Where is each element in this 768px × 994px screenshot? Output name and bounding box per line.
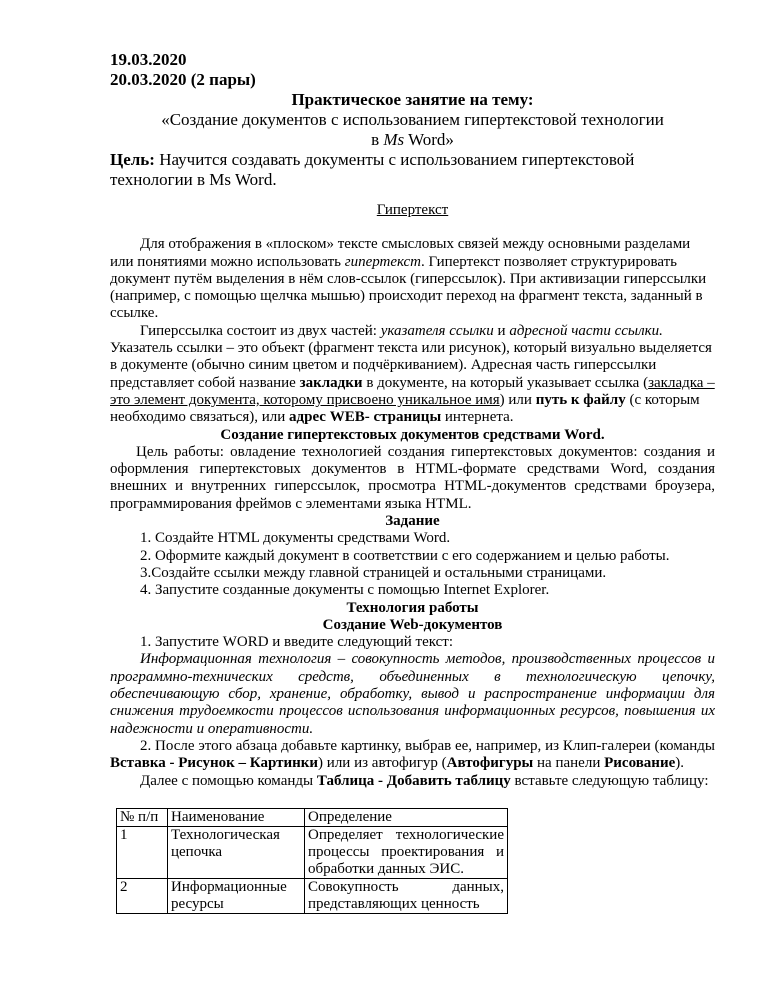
task-item-2: 2. Оформите каждый документ в соответствии с его содержанием и целью работы. — [140, 547, 670, 564]
table-row — [117, 878, 508, 913]
step-2: 2. После этого абзаца добавьте картинку, выбрав ее, например, из Клип-галереи (команды Вставка - Рисунок – Картинки) или из автофигур (Автофигуры на панели Рисование). — [110, 737, 715, 772]
document-page — [110, 50, 715, 914]
table-cell: Совокупность данных, представляющих ценность — [305, 878, 508, 913]
date-line-2: 20.03.2020 (2 пары) — [110, 70, 256, 89]
step-3: Далее с помощью команды Таблица - Добавить таблицу вставьте следующую таблицу: — [140, 772, 709, 789]
lesson-title-line-2: «Создание документов с использованием гипертекстовой технологии — [161, 110, 664, 129]
table-header-cell: Определение — [305, 808, 508, 826]
task-item-1: 1. Создайте HTML документы средствами Word. — [140, 530, 451, 547]
step-1: 1. Запустите WORD и введите следующий текст: — [140, 634, 454, 651]
hypertext-paragraph-1: Для отображения в «плоском» тексте смысловых связей между основными разделами или понятиями можно использовать гипертекст. Гипертекст позволяет структурировать документ путём выделения в нём слов-ссылок (гиперссылок). При активизации гиперссылки (например, с помощью щелчка мышью) происходит переход на фрагмент текста, заданный в ссылке. — [110, 236, 707, 322]
task-item-3: 3.Создайте ссылки между главной страницей и остальными страницами. — [140, 564, 607, 581]
table-cell: Определяет технологические процессы проектирования и обработки данных ЭИС. — [305, 826, 508, 878]
section-heading-hypertext: Гипертекст — [376, 202, 449, 218]
table-cell: Информационные ресурсы — [168, 878, 305, 913]
goal-label: Цель: — [110, 150, 155, 169]
goal-paragraph: Цель: Научится создавать документы с использованием гипертекстовой технологии в Ms Word. — [110, 150, 635, 189]
hypertext-paragraph-2: Гиперссылка состоит из двух частей: указателя ссылки и адресной части ссылки. Указатель ссылки – это объект (фрагмент текста или рисунок), который визуально выделяется в документе (обычно синим цветом и подчёркиванием). Адресная часть гиперссылки представляет собой название закладки в документе, на который указывает ссылка (закладка – это элемент документа, которому присвоено уникальное имя) или путь к файлу (с которым необходимо связаться), или адрес WEB- страницы интернета. — [110, 322, 715, 426]
italic-definition: Информационная технология – совокупность методов, производственных процессов и программно-технических средств, объединенных в технологическую цепочку, обеспечивающую сбор, хранение, обработку, вывод и распространение информации для снижения трудоемкости процессов использования информационных ресурсов, повышения их надежности и оперативности. — [110, 651, 715, 737]
table-cell: 2 — [117, 878, 168, 913]
section-heading-create: Создание гипертекстовых документов средствами Word. — [220, 426, 605, 443]
technology-heading: Технология работы — [346, 599, 479, 616]
lesson-title-line-1: Практическое занятие на тему: — [291, 90, 534, 109]
table-cell: Технологическая цепочка — [168, 826, 305, 878]
table-row — [117, 826, 508, 878]
table-header-cell: № п/п — [117, 808, 168, 826]
task-item-4: 4. Запустите созданные документы с помощью Internet Explorer. — [140, 582, 550, 599]
web-docs-heading: Создание Web-документов — [322, 616, 503, 633]
table-header-cell: Наименование — [168, 808, 305, 826]
lesson-title-line-3: в Ms Word» — [371, 130, 454, 149]
task-heading: Задание — [385, 513, 440, 530]
purpose-paragraph: Цель работы: овладение технологией создания гипертекстовых документов: создания и оформления гипертекстовых документов в HTML-формате средствами Word, создания внешних и внутренних гиперссылок, просмотра HTML-документов средствами броузера, программирования фреймов с элементами языка HTML. — [110, 443, 715, 512]
table-cell: 1 — [117, 826, 168, 878]
definitions-table — [116, 808, 508, 914]
table-header-row — [117, 808, 508, 826]
date-line-1: 19.03.2020 — [110, 50, 187, 69]
